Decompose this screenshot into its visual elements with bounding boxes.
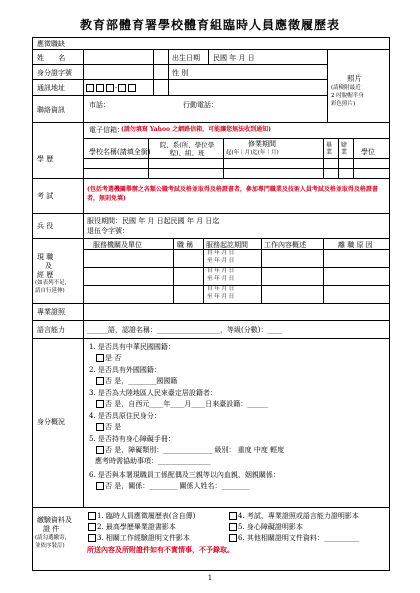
q2: 2. 是否具有外國國籍：: [89, 366, 161, 374]
experience-label: 現 職: [37, 253, 54, 261]
address-label: 通訊地址: [37, 84, 65, 92]
exp-period-header: 服務起訖期間: [206, 241, 248, 249]
attach-5[interactable]: 5. 身心障礙證明影本: [228, 523, 303, 531]
exp-to-1[interactable]: 至 年 月 日: [207, 258, 235, 264]
page-number: 1: [207, 574, 213, 582]
page-title: 教育部體育署學校體育組臨時人員應徵履歷表: [79, 18, 340, 32]
study-from-to: 起(年｜月)迄(年｜月): [226, 150, 279, 156]
attach-6[interactable]: 6. 其他相關證明文件資料：__________: [228, 534, 359, 542]
attach-1[interactable]: 1. 臨時人員應徵履歷表(含自傳): [87, 512, 195, 520]
attach-3[interactable]: 3. 相關工作經驗證明文件影本: [87, 534, 190, 542]
q5-note[interactable]: 應考時需協助事項：_______________: [95, 457, 211, 465]
q6: 6. 是否與本署現職員工係配偶及三親等以內血親、姻親關係：: [89, 471, 280, 479]
q3: 3. 是否為大陸地區人民來臺定居設籍者：: [89, 389, 217, 397]
education-label: 學 歷: [37, 155, 54, 163]
q3-options[interactable]: 否 是，自西元____年____月____日來臺設籍：______: [95, 400, 268, 408]
attach-label: 繳驗資料及: [37, 516, 72, 524]
language-value[interactable]: ______語，認證名稱：__________________，等級(分數)：____: [87, 326, 282, 334]
exp-content-header: 工作內容概述: [264, 241, 306, 249]
military-rank[interactable]: 退伍令字號：: [87, 227, 129, 235]
q2-options[interactable]: 否 是，________國國籍: [95, 377, 177, 385]
exp-title-header: 職 稱: [177, 241, 194, 249]
name-label: 姓 名: [37, 54, 72, 62]
license-label: 專業證照: [37, 308, 65, 316]
exp-to-2[interactable]: 至 年 月 日: [207, 276, 235, 282]
status-label: 身分概況: [37, 418, 65, 426]
sex-label: 性 別: [172, 69, 189, 77]
application-form: [32, 37, 390, 571]
experience-past: 經 歷: [37, 271, 54, 279]
q1-options[interactable]: 是 否: [95, 354, 121, 362]
attach-note: (請勾選繳寄，: [35, 535, 71, 541]
phone-mobile[interactable]: 行動電話：: [183, 101, 218, 109]
birth-value[interactable]: 民國 年 月 日: [213, 54, 255, 62]
exp-reason-header: 離 職 原 因: [338, 241, 373, 249]
experience-and: 及: [45, 262, 52, 270]
contact-label: 聯絡資訊: [37, 106, 65, 114]
attach-note-2: 並依序裝訂): [35, 543, 65, 549]
study-period-header: 修業期間: [248, 140, 276, 148]
exp-org-header: 服務機關及單位: [93, 241, 142, 249]
photo-note-1: (請檢附最近: [331, 85, 361, 91]
q4: 4. 是否具原住民身分：: [89, 412, 161, 420]
position-label: 應徵職缺: [37, 40, 65, 48]
q6-options[interactable]: 否 是，關係：________ 關係人姓名：________: [95, 482, 249, 490]
dept-header: 院、系(所、學位學程)、組、班: [159, 141, 215, 157]
language-label: 語言能力: [37, 326, 65, 334]
q1: 1. 是否具有中華民國國籍：: [89, 343, 175, 351]
photo-note-3: 彩色照片): [331, 101, 356, 107]
exp-from-2[interactable]: 自 年 月 日: [207, 268, 235, 274]
experience-note-2: 請自行延伸): [35, 288, 65, 294]
address-boxes[interactable]: -: [85, 84, 137, 92]
attach-label-2: 證 件: [43, 525, 60, 533]
degree-header: 學位: [361, 148, 375, 156]
exp-from-1[interactable]: 自 年 月 日: [207, 250, 235, 256]
military-period[interactable]: 服役期間：民國 年 月 日起民國 年 月 日迄: [87, 217, 220, 225]
school-header: 學校名稱(請填全銜): [89, 148, 151, 156]
birth-label: 出生日期: [172, 54, 200, 62]
q4-options[interactable]: 否 是: [95, 423, 121, 431]
graduate-header: 畢業: [326, 142, 333, 157]
email-note: (請勿填寫 Yahoo 之網路信箱，可能讓您無法收到通知): [121, 126, 271, 133]
email-label[interactable]: 電子信箱：: [89, 126, 124, 134]
exam-note: (包括考選機關舉辦之各類公職考試及格並取得及格證書者，參加專門職業及技術人員考試及格並取得及格證書者，無則免填): [87, 186, 378, 202]
attach-2[interactable]: 2. 最高學歷畢業證書影本: [87, 523, 176, 531]
photo-note-2: 2 吋脫帽半身: [331, 93, 364, 99]
experience-note: (如表列不足，: [35, 280, 71, 286]
id-label: 身分證字號: [37, 69, 72, 77]
status-header: 肄業: [341, 142, 348, 157]
exp-from-3[interactable]: 自 年 月 日: [207, 286, 235, 292]
military-label: 兵 役: [37, 222, 54, 230]
photo-label: 照片: [347, 74, 362, 83]
exam-label: 考 試: [37, 192, 54, 200]
attach-4[interactable]: 4. 考試、專業證照或語言能力證明影本: [228, 512, 359, 520]
q5-options[interactable]: 否 是，障礙類別：______________ 級別： 重度 中度 輕度: [95, 446, 284, 454]
exp-to-3[interactable]: 至 年 月 日: [207, 294, 235, 300]
phone-city[interactable]: 市話：: [89, 101, 110, 109]
warning-note: 所送內容及所附證件如有不實情事，不予錄取。: [87, 545, 234, 554]
q5: 5. 是否持有身心障礙手冊：: [89, 435, 175, 443]
